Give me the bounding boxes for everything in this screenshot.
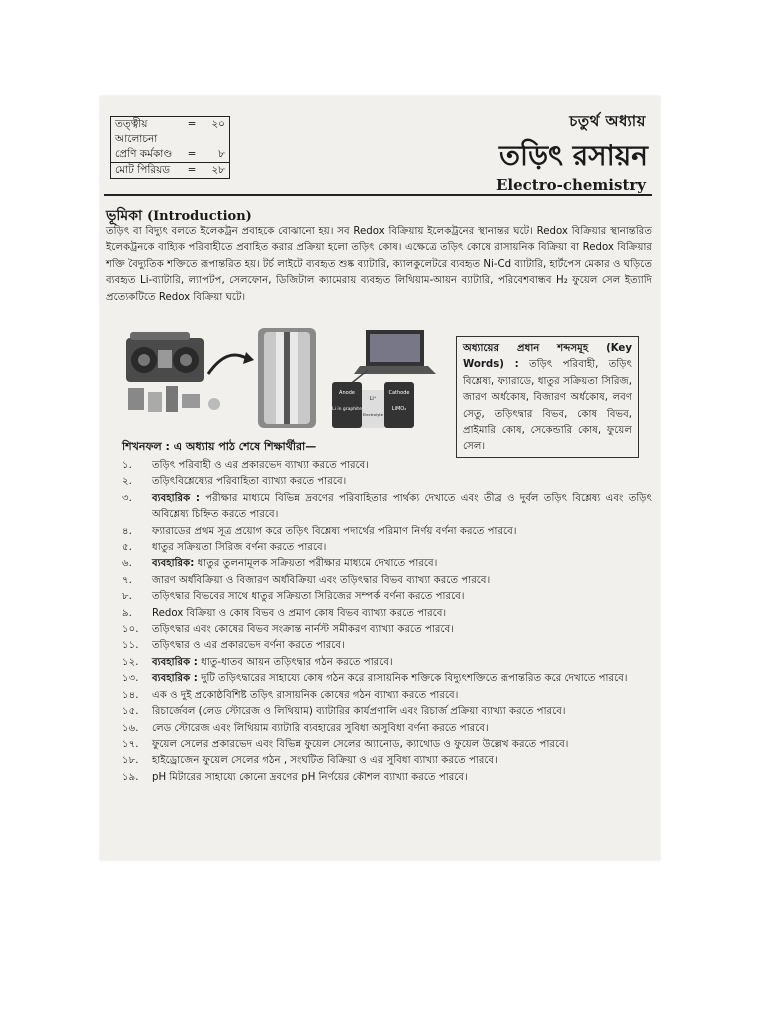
- learning-outcome-item: [122, 622, 652, 638]
- learning-outcome-item: [122, 556, 652, 572]
- textbook-page: [100, 96, 660, 860]
- electrolyte-label: Electrolyte: [362, 412, 384, 417]
- oxide-label: LiMO₂: [391, 406, 407, 412]
- learning-outcome-item: [122, 655, 652, 671]
- chapter-number: চতুর্থ অধ্যায়: [569, 112, 646, 130]
- outcome-body: তড়িৎদ্বার ও এর প্রকারভেদ বর্ণনা করতে পারবে।: [152, 640, 345, 652]
- outcome-text: [152, 556, 652, 572]
- keywords-list: তড়িৎ পরিবাহী, তড়িৎ বিশ্লেষ্য, ফ্যারাডে, ধাতুর সক্রিয়তা সিরিজ, জারণ অর্ধকোষ, বিজারণ অর্ধকোষ, লবণ সেতু, তড়িৎদ্বার বিভব, কোষ বিভব, প্রাইমারি কোষ, সেকেন্ডারি কোষ, ফুয়েল সেল।: [463, 359, 632, 453]
- outcome-text: [152, 458, 652, 474]
- outcome-number: ১১.: [122, 640, 139, 652]
- outcome-number: ১০.: [122, 624, 139, 636]
- outcome-number: ৭.: [122, 574, 132, 586]
- learning-outcome-item: [122, 573, 652, 589]
- keywords-box: [456, 336, 639, 458]
- outcome-text: [152, 524, 652, 540]
- outcome-body: রিচার্জেবল (লেড স্টোরেজ ও লিথিয়াম) ব্যাটারির কার্যপ্রণালি এবং রিচার্জ প্রক্রিয়া ব্যাখ্যা করতে পারবে।: [152, 706, 566, 718]
- outcome-body: ধাতুর সক্রিয়তা সিরিজ বর্ণনা করতে পারবে।: [152, 542, 327, 554]
- outcome-text: [152, 491, 652, 524]
- learning-outcomes-list: [122, 458, 652, 786]
- outcome-body: হাইড্রোজেন ফুয়েল সেলের গঠন , সংঘটিত বিক্রিয়া ও এর সুবিধা ব্যাখ্যা করতে পারবে।: [152, 755, 498, 767]
- outcome-body: তড়িৎদ্বার বিভবের সাথে ধাতুর সক্রিয়তা সিরিজের সম্পর্ক বর্ণনা করতে পারবে।: [152, 591, 465, 603]
- outcome-number: ১৭.: [122, 738, 139, 750]
- learning-outcome-item: [122, 606, 652, 622]
- radio-image: [126, 332, 220, 412]
- outcome-number: ১৯.: [122, 771, 139, 783]
- outcome-body: ফুয়েল সেলের প্রকারভেদ এবং বিভিন্ন ফুয়েল সেলের অ্যানোড, ক্যাথোড ও ফুয়েল উল্লেখ করতে পারবে।: [152, 738, 569, 750]
- stats-row-theory: তত্ত্বীয় আলোচনা = ২০: [115, 118, 225, 145]
- outcome-number: ৬.: [122, 558, 132, 570]
- outcome-number: ১৬.: [122, 722, 139, 734]
- outcome-number: ৩.: [122, 492, 132, 504]
- learning-outcome-item: [122, 474, 652, 490]
- battery-illustration: [122, 324, 438, 430]
- outcome-text: [152, 474, 652, 490]
- learning-outcomes-heading: শিখনফল : এ অধ্যায় পাঠ শেষে শিক্ষার্থীরা—: [122, 440, 317, 453]
- period-stats-box: [110, 116, 230, 179]
- learning-outcome-item: [122, 721, 652, 737]
- arrow-icon: [208, 355, 246, 374]
- outcome-body: pH মিটারের সাহায্যে কোনো দ্রবণের pH নির্ণয়ের কৌশল ব্যাখ্যা করতে পারবে।: [152, 771, 468, 783]
- learning-outcome-item: [122, 458, 652, 474]
- outcome-text: [152, 540, 652, 556]
- learning-outcome-item: [122, 589, 652, 605]
- header-divider: [104, 194, 652, 196]
- chapter-title: তড়িৎ রসায়ন: [499, 139, 648, 172]
- intro-heading: ভূমিকা (Introduction): [106, 208, 252, 224]
- stats-row-class-activity: প্রেণি কর্মকাণ্ড = ৮: [115, 148, 225, 160]
- outcome-number: ৪.: [122, 525, 132, 537]
- outcome-body: ধাতুর তুলনামূলক সক্রিয়তা পরীক্ষার মাধ্যমে দেখাতে পারবে।: [194, 558, 438, 570]
- outcome-body: ধাতু-ধাতব আয়ন তড়িৎদ্বার গঠন করতে পারবে।: [197, 656, 393, 668]
- outcome-practical-tag: ব্যবহারিক :: [152, 656, 198, 668]
- outcome-text: [152, 704, 652, 720]
- outcome-body: এক ও দুই প্রকোষ্ঠবিশিষ্ট তড়িৎ রাসায়নিক কোষের গঠন ব্যাখ্যা করতে পারবে।: [152, 689, 459, 701]
- outcome-number: ৫.: [122, 542, 132, 554]
- outcome-number: ৮.: [122, 591, 132, 603]
- learning-outcome-item: [122, 688, 652, 704]
- outcome-number: ১৮.: [122, 755, 139, 767]
- outcome-text: [152, 655, 652, 671]
- outcome-text: [152, 589, 652, 605]
- outcome-body: তড়িৎ পরিবাহী ও এর প্রকারভেদ ব্যাখ্যা করতে পারবে।: [152, 460, 369, 471]
- intro-paragraph: তড়িৎ বা বিদ্যুৎ বলতে ইলেকট্রন প্রবাহকে বোঝানো হয়। সব Redox বিক্রিয়ায় ইলেকট্রনের স্থানান্তর ঘটে। Redox বিক্রিয়ার স্থানান্তরিত ইলেকট্রনকে বাহ্যিক পরিবাহীতে প্রবাহিত করার প্রক্রিয়া হলো তড়িৎ কোষ। এক্ষেত্রে তড়িৎ কোষে রাসায়নিক বিক্রিয়া বা Redox বিক্রিয়ার শক্তি বৈদ্যুতিক শক্তিতে রূপান্তরিত হয়। টর্চ লাইটে ব্যবহৃত শুষ্ক ব্যাটারি, ক্যালকুলেটরে ব্যবহৃত Ni-Cd ব্যাটারি, হার্টপেস মেকার ও ঘড়িতে ব্যবহৃত Li-ব্যাটারি, ল্যাপটপ, সেলফোন, ডিজিটাল ক্যামেরায় ব্যবহৃত লিথিয়াম-আয়ন ব্যাটারি, পরিবেশবান্ধব H₂ ফুয়েল সেল ইত্যাদি প্রত্যেকটিতে Redox বিক্রিয়া ঘটে।: [106, 226, 652, 303]
- outcome-number: ১৪.: [122, 689, 139, 701]
- outcome-text: [152, 573, 652, 589]
- outcome-body: Redox বিক্রিয়া ও কোষ বিভব ও প্রমাণ কোষ বিভব ব্যাখ্যা করতে পারবে।: [152, 607, 447, 619]
- outcome-body: দুটি তড়িৎদ্বারের সাহায্যে কোষ গঠন করে রাসায়নিক শক্তিকে বিদ্যুৎশক্তিতে রূপান্তরিত করে দেখাতে পারবে।: [197, 673, 628, 685]
- li-ion-label: Li⁺: [369, 396, 377, 402]
- outcome-body: পরীক্ষার মাধ্যমে বিভিন্ন দ্রবণের পরিবাহিতার পার্থক্য দেখাতে এবং তীব্র ও দুর্বল তড়িৎ বিশ্লেষ্য এবং তড়িৎ অবিশ্লেষ্য চিহ্নিত করতে পারবে।: [152, 492, 653, 521]
- outcome-practical-tag: ব্যবহারিক:: [152, 558, 195, 570]
- laptop-image: [354, 330, 436, 374]
- outcome-number: ১৩.: [122, 673, 139, 685]
- dry-cell-cutaway: [258, 328, 316, 428]
- learning-outcome-item: [122, 638, 652, 654]
- learning-outcome-item: [122, 753, 652, 769]
- learning-outcome-item: [122, 491, 652, 524]
- outcome-text: [152, 753, 652, 769]
- stats-row-total: মোট পিরিয়ড = ২৮: [111, 162, 229, 178]
- outcome-practical-tag: ব্যবহারিক :: [152, 492, 200, 504]
- outcome-text: [152, 606, 652, 622]
- outcome-practical-tag: ব্যবহারিক :: [152, 673, 198, 685]
- learning-outcome-item: [122, 524, 652, 540]
- outcome-text: [152, 688, 652, 704]
- outcome-body: জারণ অর্ধবিক্রিয়া ও বিজারণ অর্ধবিক্রিয়া এবং তড়িৎদ্বার বিভব ব্যাখ্যা করতে পারবে।: [152, 574, 491, 586]
- learning-outcome-item: [122, 737, 652, 753]
- outcome-number: ১২.: [122, 656, 139, 668]
- anode-label: Anode: [339, 390, 355, 396]
- outcome-text: [152, 721, 652, 737]
- chapter-title-english: Electro-chemistry: [495, 176, 646, 194]
- outcome-text: [152, 770, 652, 786]
- cathode-label: Cathode: [388, 390, 410, 396]
- learning-outcome-item: [122, 540, 652, 556]
- learning-outcome-item: [122, 704, 652, 720]
- outcome-number: ২.: [122, 476, 132, 488]
- outcome-number: ১.: [122, 460, 132, 471]
- keywords-title: অধ্যায়ের প্রধান শব্দসমূহ (Key Words) :: [463, 343, 632, 371]
- li-ion-cell-diagram: [332, 382, 414, 428]
- outcome-number: ৯.: [122, 607, 132, 619]
- outcome-body: লেড স্টোরেজ এবং লিথিয়াম ব্যাটারি ব্যবহারের সুবিধা অসুবিধা বর্ণনা করতে পারবে।: [152, 722, 489, 734]
- outcome-text: [152, 671, 652, 687]
- learning-outcome-item: [122, 770, 652, 786]
- outcome-text: [152, 638, 652, 654]
- outcome-text: [152, 622, 652, 638]
- outcome-body: তড়িৎদ্বার এবং কোষের বিভব সংক্রান্ত নার্নস্ট সমীকরণ ব্যাখ্যা করতে পারবে।: [152, 624, 454, 636]
- outcome-body: ফ্যারাডের প্রথম সূত্র প্রয়োগ করে তড়িৎ বিশ্লেষ্য পদার্থের পরিমাণ নির্ণয় বর্ণনা করতে পারবে।: [152, 525, 517, 537]
- outcome-number: ১৫.: [122, 706, 139, 718]
- outcome-body: তড়িৎবিশ্লেষ্যের পরিবাহিতা ব্যাখ্যা করতে পারবে।: [152, 476, 347, 488]
- outcome-text: [152, 737, 652, 753]
- graphite-label: Li in graphite: [332, 407, 362, 412]
- learning-outcome-item: [122, 671, 652, 687]
